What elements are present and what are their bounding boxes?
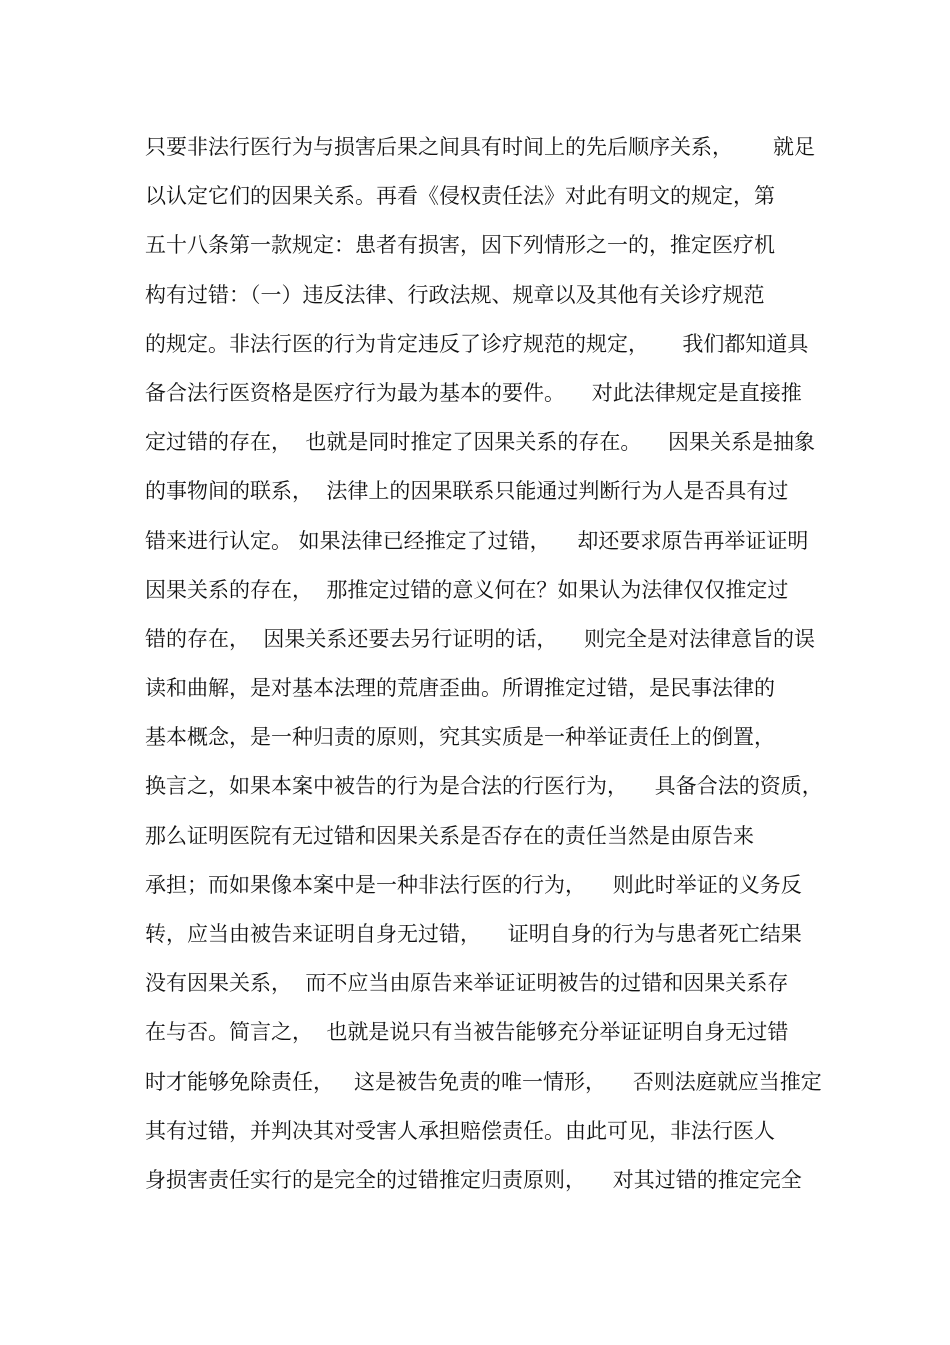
text-line: 转，应当由被告来证明自身无过错， 证明自身的行为与患者死亡结果: [145, 922, 802, 946]
text-line: 那么证明医院有无过错和因果关系是否存在的责任当然是由原告来: [145, 823, 754, 848]
text-line: 以认定它们的因果关系。再看《侵权责任法》对此有明文的规定，第: [145, 184, 775, 209]
text-line: 换言之，如果本案中被告的行为是合法的行医行为， 具备合法的资质，: [145, 774, 823, 799]
text-line: 因果关系的存在， 那推定过错的意义何在？如果认为法律仅仅推定过: [145, 577, 789, 602]
text-line: 的事物间的联系， 法律上的因果联系只能通过判断行为人是否具有过: [145, 479, 789, 504]
text-line: 承担；而如果像本案中是一种非法行医的行为， 则此时举证的义务反: [145, 872, 802, 897]
text-line: 定过错的存在， 也就是同时推定了因果关系的存在。 因果关系是抽象: [145, 430, 816, 455]
text-line: 时才能够免除责任， 这是被告免责的唯一情形， 否则法庭就应当推定: [145, 1069, 822, 1094]
text-line: 五十八条第一款规定：患者有损害，因下列情形之一的，推定医疗机: [145, 233, 775, 258]
text-line: 其有过错，并判决其对受害人承担赔偿责任。由此可见，非法行医人: [145, 1118, 775, 1143]
text-line: 在与否。简言之， 也就是说只有当被告能够充分举证证明自身无过错: [145, 1020, 789, 1045]
text-line: 构有过错：（一）违反法律、行政法规、规章以及其他有关诊疗规范: [145, 282, 765, 307]
text-line: 备合法行医资格是医疗行为最为基本的要件。 对此法律规定是直接推: [145, 380, 802, 405]
text-line: 只要非法行医行为与损害后果之间具有时间上的先后顺序关系， 就足: [145, 135, 816, 159]
text-line: 身损害责任实行的是完全的过错推定归责原则， 对其过错的推定完全: [145, 1167, 802, 1192]
text-line: 没有因果关系， 而不应当由原告来举证证明被告的过错和因果关系存: [145, 971, 789, 996]
text-line: 错来进行认定。 如果法律已经推定了过错， 却还要求原告再举证证明: [145, 528, 809, 553]
text-line: 的规定。非法行医的行为肯定违反了诊疗规范的规定， 我们都知道具: [145, 331, 809, 356]
body-paragraph: [145, 123, 825, 1205]
text-line: 基本概念，是一种归责的原则，究其实质是一种举证责任上的倒置，: [145, 725, 775, 750]
text-line: 读和曲解，是对基本法理的荒唐歪曲。所谓推定过错，是民事法律的: [145, 676, 775, 701]
text-line: 错的存在， 因果关系还要去另行证明的话， 则完全是对法律意旨的误: [145, 626, 816, 651]
